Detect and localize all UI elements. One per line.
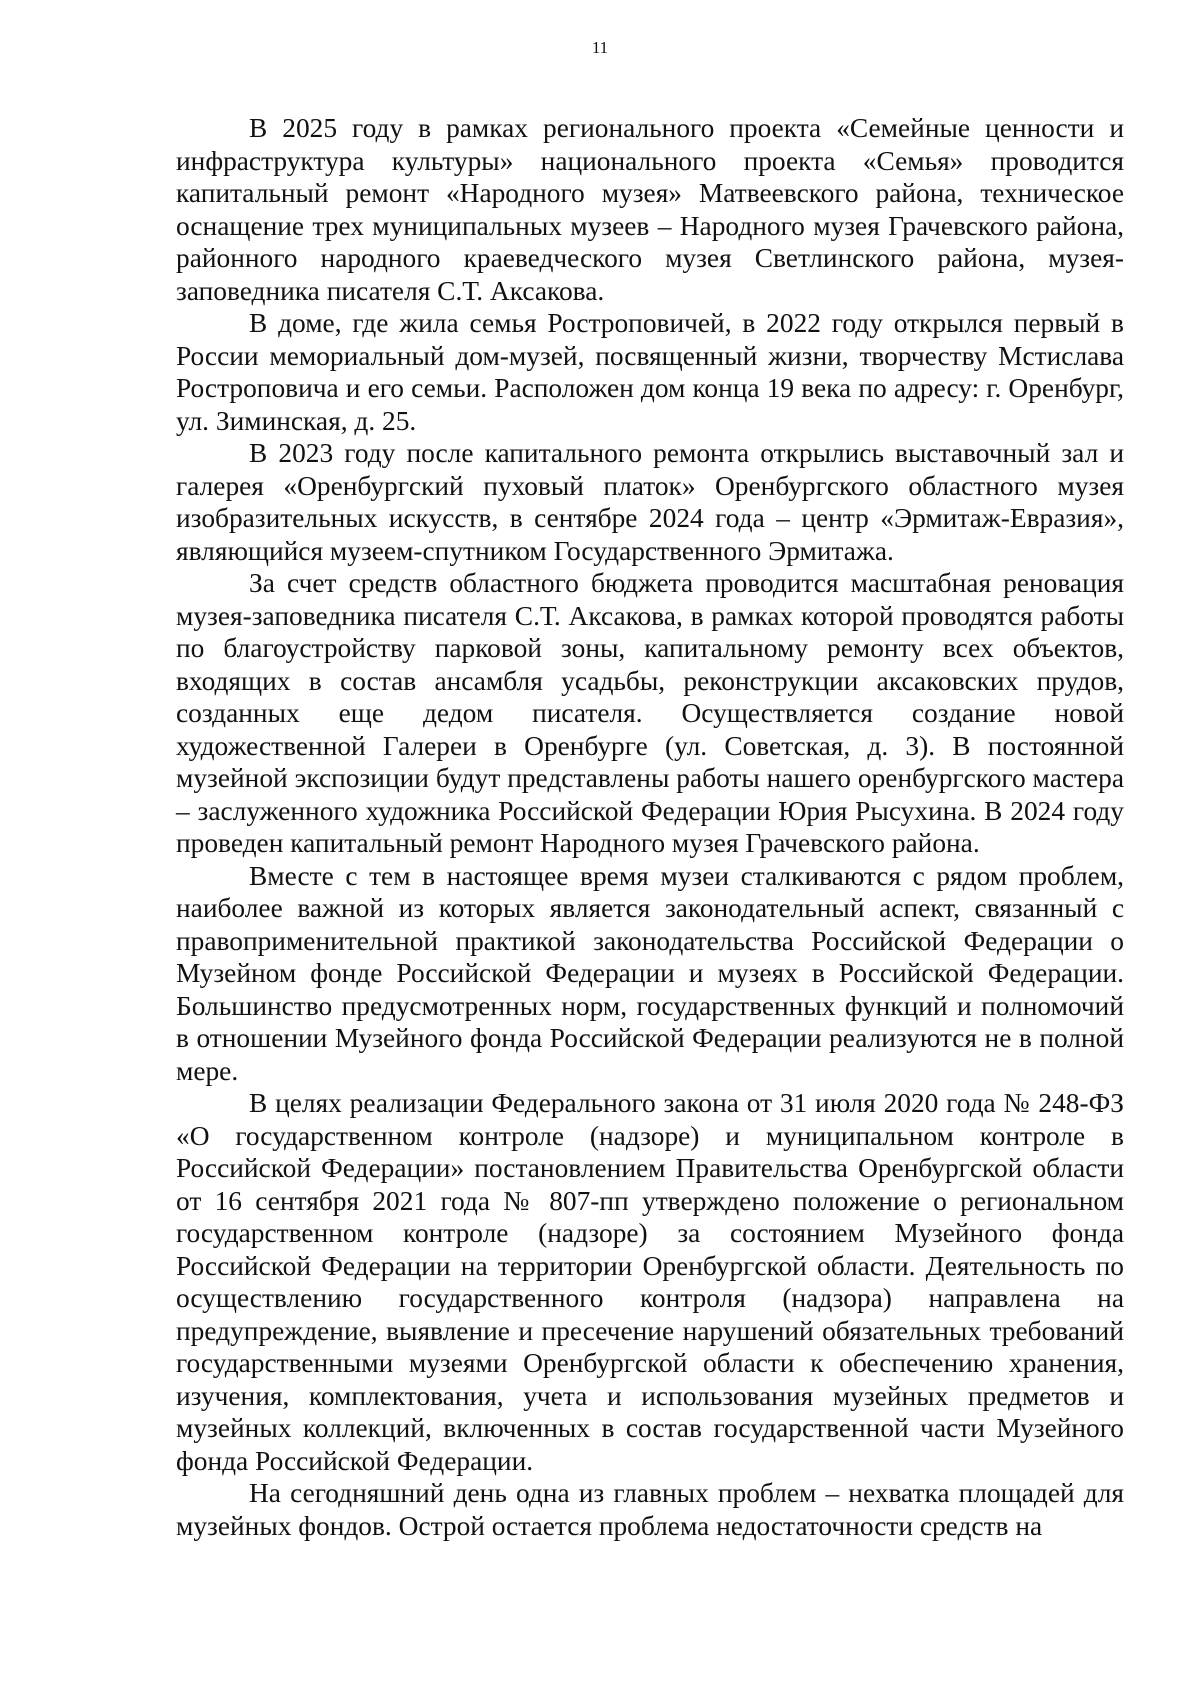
paragraph-2: В доме, где жила семья Ростроповичей, в 2022 году открылся первый в России мемориальный дом-музей, посвященный жизни, творчеству Мстислава Ростроповича и его семьи. Расположен дом конца 19 века по адресу: г. Оренбург, ул. Зиминская, д. 25. (176, 308, 1124, 436)
page-number: 11 (591, 38, 609, 57)
paragraph-4: За счет средств областного бюджета проводится масштабная реновация музея-заповедника писателя С.Т. Аксакова, в рамках которой проводятся работы по благоустройству парковой зоны, капитальному ремонту всех объектов, входящих в состав ансамбля усадьбы, реконструкции аксаковских прудов, созданных еще дедом писателя. Осуществляется создание новой художественной Галереи в Оренбурге (ул. Советская, д. 3). В постоянной музейной экспозиции будут представлены работы нашего оренбургского мастера – заслуженного художника Российской Федерации Юрия Рысухина. В 2024 году проведен капитальный ремонт Народного музея Грачевского района. (176, 568, 1124, 858)
paragraph-7: На сегодняшний день одна из главных проблем – нехватка площадей для музейных фондов. Острой остается проблема недостаточности средств на (176, 1478, 1124, 1541)
paragraph-1: В 2025 году в рамках регионального проекта «Семейные ценности и инфраструктура культуры» национального проекта «Семья» проводится капитальный ремонт «Народного музея» Матвеевского района, техническое оснащение трех муниципальных музеев – Народного музея Грачевского района, районного народного краеведческого музея Светлинского района, музея-заповедника писателя С.Т. Аксакова. (176, 113, 1124, 306)
paragraph-6: В целях реализации Федерального закона от 31 июля 2020 года № 248-ФЗ «О государственном контроле (надзоре) и муниципальном контроле в Российской Федерации» постановлением Правительства Оренбургской области от 16 сентября 2021 года № 807-пп утверждено положение о региональном государственном контроле (надзоре) за состоянием Музейного фонда Российской Федерации на территории Оренбургской области. Деятельность по осуществлению государственного контроля (надзора) направлена на предупреждение, выявление и пресечение нарушений обязательных требований государственными музеями Оренбургской области к обеспечению хранения, изучения, комплектования, учета и использования музейных предметов и музейных коллекций, включенных в состав государственной части Музейного фонда Российской Федерации. (176, 1088, 1124, 1476)
paragraph-3: В 2023 году после капитального ремонта открылись выставочный зал и галерея «Оренбургский пуховый платок» Оренбургского областного музея изобразительных искусств, в сентябре 2024 года – центр «Эрмитаж-Евразия», являющийся музеем-спутником Государственного Эрмитажа. (176, 438, 1124, 566)
paragraph-5: Вместе с тем в настоящее время музеи сталкиваются с рядом проблем, наиболее важной из которых является законодательный аспект, связанный с правоприменительной практикой законодательства Российской Федерации о Музейном фонде Российской Федерации и музеях в Российской Федерации. Большинство предусмотренных норм, государственных функций и полномочий в отношении Музейного фонда Российской Федерации реализуются не в полной мере. (176, 860, 1124, 1086)
document-body (176, 112, 1124, 1542)
